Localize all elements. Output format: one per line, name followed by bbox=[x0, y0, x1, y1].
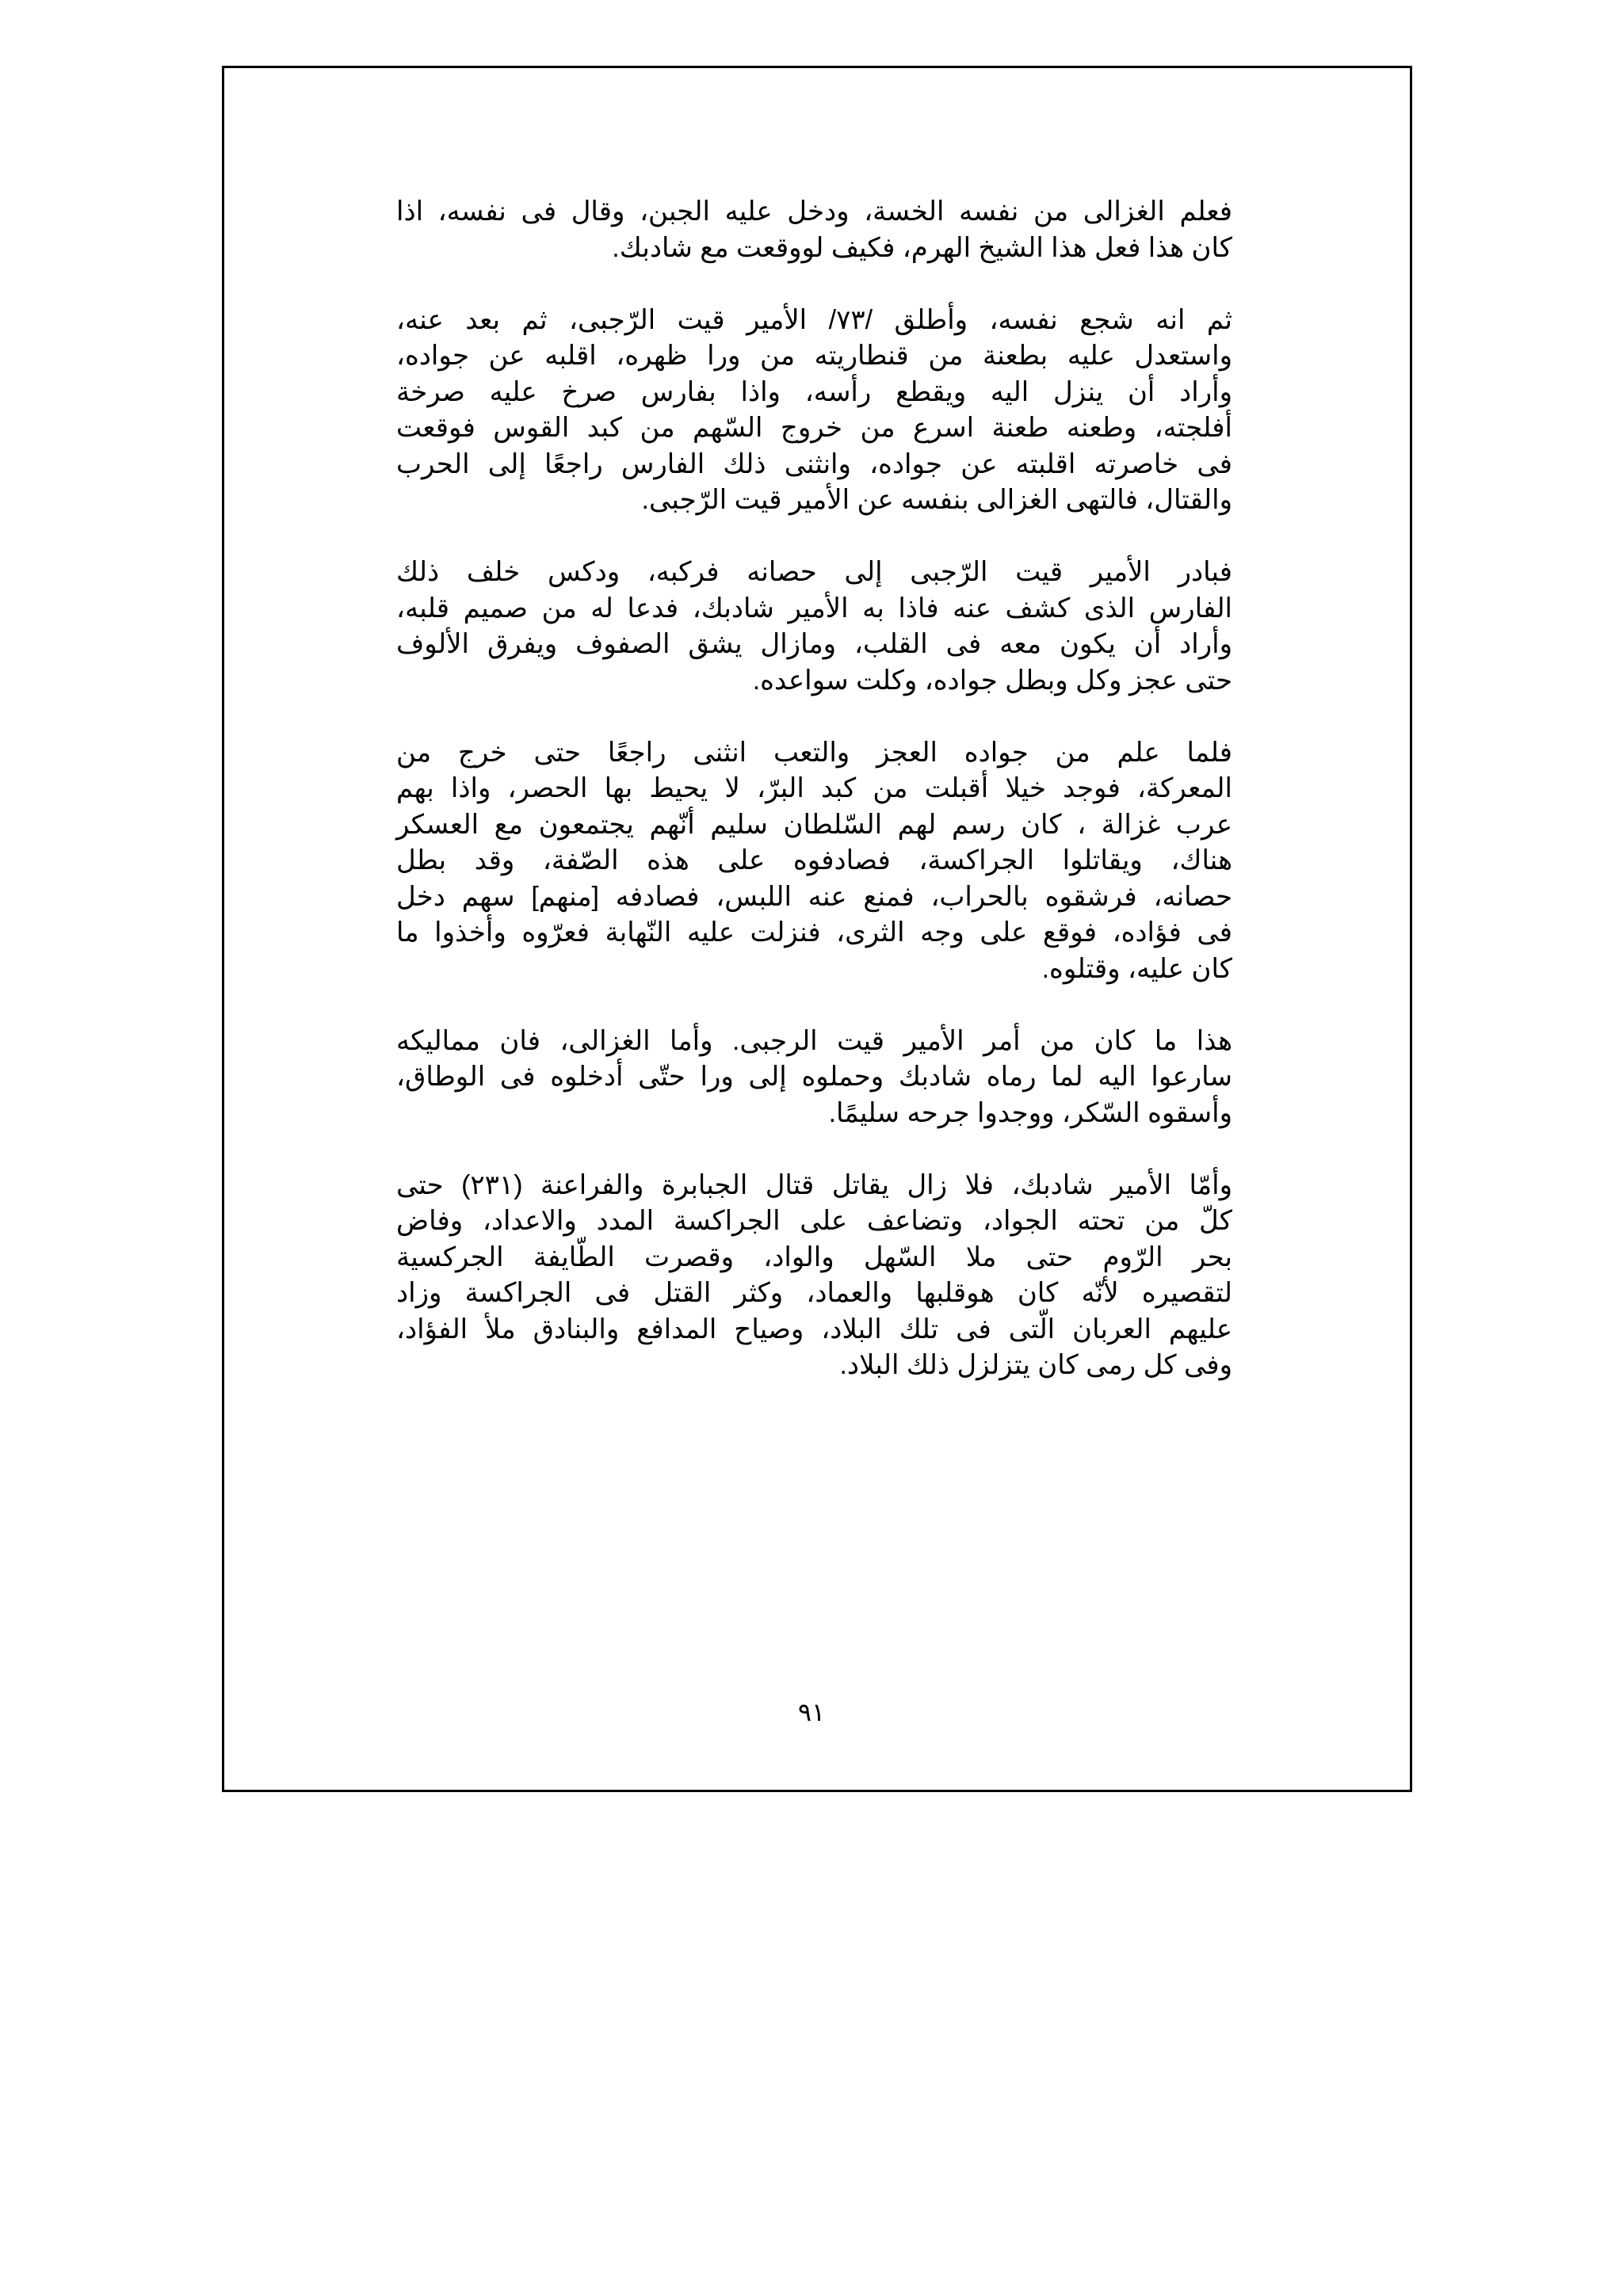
text-line: كلّ من تحته الجواد، وتضاعف على الجراكسة المدد والاعداد، وفاض bbox=[396, 1206, 1232, 1236]
text-line: وأراد أن يكون معه فى القلب، ومازال يشق الصفوف ويفرق الألوف bbox=[396, 629, 1232, 659]
text-line: كان هذا فعل هذا الشيخ الهرم، فكيف لووقعت مع شادبك. bbox=[612, 232, 1232, 263]
text-line: حصانه، فرشقوه بالحراب، فمنع عنه اللبس، فصادفه [منهم] سهم دخل bbox=[396, 881, 1232, 912]
text-line: أفلجته، وطعنه طعنة اسرع من خروج السّهم من كبد القوس فوقعت bbox=[396, 413, 1232, 443]
text-line: عرب غزالة ، كان رسم لهم السّلطان سليم أنّهم يجتمعون مع العسكر bbox=[396, 809, 1232, 840]
text-line: بحر الرّوم حتى ملا السّهل والواد، وقصرت الطّايفة الجركسية bbox=[396, 1241, 1232, 1272]
paragraph bbox=[396, 1168, 1232, 1384]
text-line: فعلم الغزالى من نفسه الخسة، ودخل عليه الجبن، وقال فى نفسه، اذا bbox=[396, 196, 1232, 227]
text-line: عليهم العربان الّتى فى تلك البلاد، وصياح المدافع والبنادق ملأ الفؤاد، bbox=[396, 1314, 1232, 1344]
text-line: ثم انه شجع نفسه، وأطلق /٧٣/ الأمير قيت الرّجبى، ثم بعد عنه، bbox=[396, 304, 1232, 335]
text-line: وأمّا الأمير شادبك، فلا زال يقاتل قتال الجبابرة والفراعنة (٢٣١) حتى bbox=[396, 1169, 1232, 1200]
text-line: حتى عجز وكل وبطل جواده، وكلت سواعده. bbox=[752, 665, 1232, 696]
paragraph bbox=[396, 555, 1232, 699]
paragraph bbox=[396, 194, 1232, 266]
text-line: الفارس الذى كشف عنه فاذا به الأمير شادبك، فدعا له من صميم قلبه، bbox=[396, 593, 1232, 624]
text-line: سارعوا اليه لما رماه شادبك وحملوه إلى ورا حتّى أدخلوه فى الوطاق، bbox=[396, 1062, 1233, 1092]
paragraph bbox=[396, 303, 1232, 519]
text-line: فبادر الأمير قيت الرّجبى إلى حصانه فركبه، ودكس خلف ذلك bbox=[396, 557, 1232, 587]
text-line: والقتال، فالتهى الغزالى بنفسه عن الأمير قيت الرّجبى. bbox=[641, 485, 1232, 515]
paragraph bbox=[396, 735, 1232, 988]
text-line: وأسقوه السّكر، ووجدوا جرحه سليمًا. bbox=[828, 1097, 1232, 1128]
paragraph bbox=[396, 1024, 1232, 1132]
text-line: لتقصيره لأنّه كان هوقلبها والعماد، وكثر القتل فى الجراكسة وزاد bbox=[396, 1278, 1232, 1308]
page-number: ٩١ bbox=[797, 1698, 826, 1726]
text-line: وفى كل رمى كان يتزلزل ذلك البلاد. bbox=[839, 1350, 1232, 1380]
text-line: هناك، ويقاتلوا الجراكسة، فصادفوه على هذه الصّفة، وقد بطل bbox=[396, 845, 1232, 875]
text-line: هذا ما كان من أمر الأمير قيت الرجبى. وأما الغزالى، فان مماليكه bbox=[396, 1025, 1232, 1056]
text-line: وأراد أن ينزل اليه ويقطع رأسه، واذا بفارس صرخ عليه صرخة bbox=[396, 376, 1232, 407]
text-line: فى فؤاده، فوقع على وجه الثرى، فنزلت عليه النّهابة فعرّوه وأخذوا ما bbox=[396, 917, 1232, 948]
text-line: واستعدل عليه بطعنة من قنطاريته من ورا ظهره، اقلبه عن جواده، bbox=[396, 341, 1232, 371]
text-line: فلما علم من جواده العجز والتعب انثنى راجعًا حتى خرج من bbox=[396, 737, 1232, 768]
text-line: كان عليه، وقتلوه. bbox=[1041, 953, 1232, 984]
document-body-text bbox=[396, 194, 1232, 1420]
text-line: فى خاصرته اقلبته عن جواده، وانثنى ذلك الفارس راجعًا إلى الحرب bbox=[396, 448, 1232, 479]
text-line: المعركة، فوجد خيلا أقبلت من كبد البرّ، لا يحيط بها الحصر، واذا بهم bbox=[396, 773, 1232, 803]
